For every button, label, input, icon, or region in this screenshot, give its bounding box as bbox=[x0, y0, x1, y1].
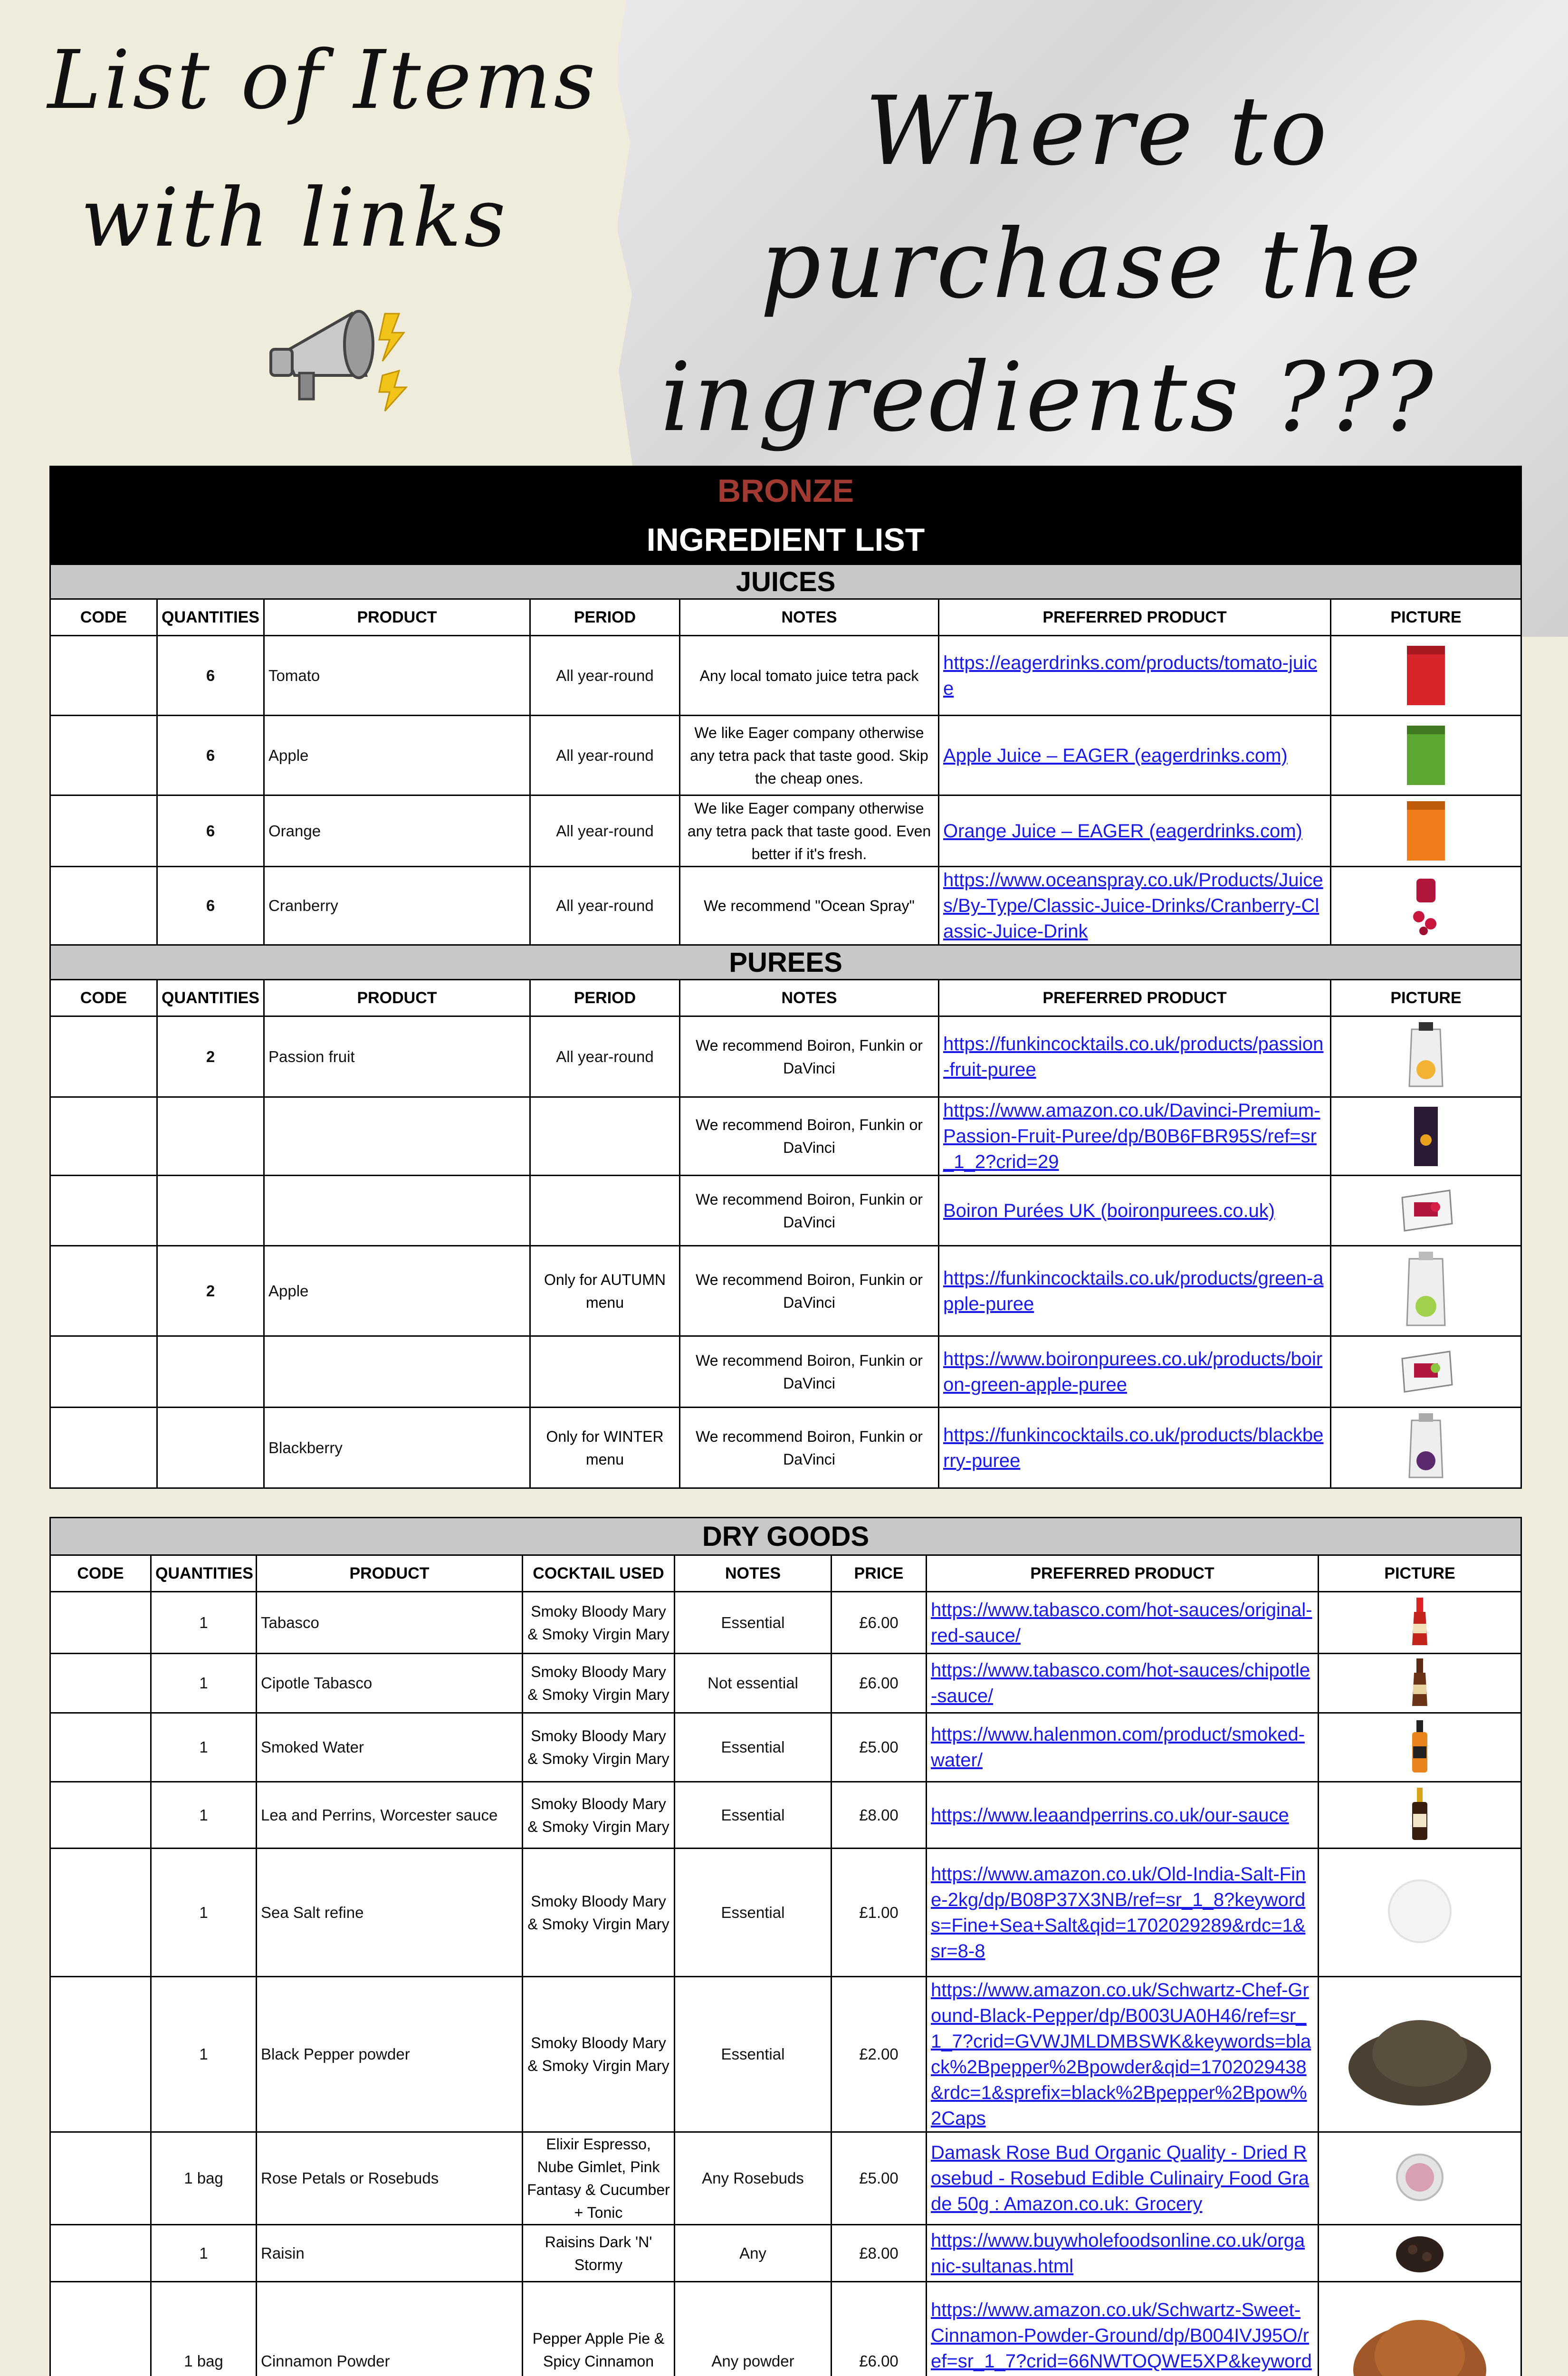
cocktail-cell: Pepper Apple Pie & Spicy Cinnamon bbox=[523, 2282, 675, 2376]
qty-cell: 6 bbox=[157, 636, 264, 716]
col-quantities: QUANTITIES bbox=[157, 980, 264, 1016]
brand-title: BRONZE bbox=[50, 467, 1521, 516]
notes-cell: Essential bbox=[675, 1592, 832, 1654]
period-cell: All year-round bbox=[530, 1016, 680, 1097]
col-code: CODE bbox=[50, 980, 157, 1016]
period-cell bbox=[530, 1336, 680, 1408]
preferred-product-link[interactable]: https://www.boironpurees.co.uk/products/boiron-green-apple-puree bbox=[943, 1348, 1323, 1395]
table-row bbox=[50, 636, 1521, 716]
qty-cell bbox=[157, 1336, 264, 1408]
notes-cell: We recommend Boiron, Funkin or DaVinci bbox=[680, 1408, 939, 1488]
dry-goods-header-row bbox=[50, 1555, 1521, 1592]
funkin-apple-pouch-icon bbox=[1395, 1249, 1457, 1330]
notes-cell: We recommend Boiron, Funkin or DaVinci bbox=[680, 1176, 939, 1246]
juices-header-row bbox=[50, 599, 1521, 636]
period-cell bbox=[530, 1176, 680, 1246]
dry-goods-section-title: DRY GOODS bbox=[50, 1518, 1521, 1555]
qty-cell bbox=[157, 1408, 264, 1488]
preferred-product-link[interactable]: https://www.tabasco.com/hot-sauces/original-red-sauce/ bbox=[931, 1599, 1312, 1646]
preferred-product-link[interactable]: https://funkincocktails.co.uk/products/green-apple-puree bbox=[943, 1267, 1324, 1314]
code-cell bbox=[50, 1654, 151, 1713]
product-cell: Orange bbox=[264, 795, 530, 867]
product-cell: Tabasco bbox=[257, 1592, 523, 1654]
table-row bbox=[50, 1336, 1521, 1408]
qty-cell: 1 bbox=[151, 1654, 257, 1713]
preferred-product-link[interactable]: https://www.amazon.co.uk/Davinci-Premium-Passion-Fruit-Puree/dp/B0B6FBR95S/ref=sr_1_2?crid=29 bbox=[943, 1100, 1320, 1172]
worcester-sauce-bottle-icon bbox=[1405, 1785, 1434, 1842]
preferred-product-link[interactable]: Damask Rose Bud Organic Quality - Dried Rosebud - Rosebud Edible Culinairy Food Grade 50g : Amazon.co.uk: Grocery bbox=[931, 2142, 1309, 2214]
period-cell: Only for AUTUMN menu bbox=[530, 1246, 680, 1336]
col-notes: NOTES bbox=[680, 599, 939, 636]
col-picture: PICTURE bbox=[1319, 1555, 1521, 1592]
funkin-blackberry-pouch-icon bbox=[1400, 1411, 1452, 1482]
col-period: PERIOD bbox=[530, 599, 680, 636]
product-cell: Black Pepper powder bbox=[257, 1977, 523, 2132]
col-cocktail-used: COCKTAIL USED bbox=[523, 1555, 675, 1592]
table-row bbox=[50, 1176, 1521, 1246]
orange-juice-carton-icon bbox=[1400, 796, 1452, 863]
col-notes: NOTES bbox=[675, 1555, 832, 1592]
col-preferred-product: PREFERRED PRODUCT bbox=[927, 1555, 1319, 1592]
product-cell: Lea and Perrins, Worcester sauce bbox=[257, 1782, 523, 1849]
qty-cell: 1 bbox=[151, 1592, 257, 1654]
col-picture: PICTURE bbox=[1331, 599, 1521, 636]
product-cell bbox=[264, 1176, 530, 1246]
preferred-product-link[interactable]: https://eagerdrinks.com/products/tomato-juice bbox=[943, 652, 1318, 699]
notes-cell: We recommend Boiron, Funkin or DaVinci bbox=[680, 1097, 939, 1176]
preferred-product-link[interactable]: https://funkincocktails.co.uk/products/passion-fruit-puree bbox=[943, 1033, 1324, 1080]
preferred-product-link[interactable]: https://www.buywholefoodsonline.co.uk/organic-sultanas.html bbox=[931, 2230, 1305, 2277]
price-cell: £8.00 bbox=[832, 2225, 927, 2282]
product-cell: Cranberry bbox=[264, 867, 530, 945]
cocktail-cell: Smoky Bloody Mary & Smoky Virgin Mary bbox=[523, 1849, 675, 1977]
col-product: PRODUCT bbox=[264, 980, 530, 1016]
code-cell bbox=[50, 636, 157, 716]
title-right-line1: Where to bbox=[865, 76, 1330, 187]
qty-cell: 1 bag bbox=[151, 2282, 257, 2376]
col-price: PRICE bbox=[832, 1555, 927, 1592]
code-cell bbox=[50, 1977, 151, 2132]
purees-header-row bbox=[50, 980, 1521, 1016]
col-notes: NOTES bbox=[680, 980, 939, 1016]
code-cell bbox=[50, 2132, 151, 2225]
period-cell: All year-round bbox=[530, 795, 680, 867]
price-cell: £6.00 bbox=[832, 1654, 927, 1713]
col-quantities: QUANTITIES bbox=[157, 599, 264, 636]
col-preferred-product: PREFERRED PRODUCT bbox=[939, 980, 1331, 1016]
preferred-product-link[interactable]: https://funkincocktails.co.uk/products/blackberry-puree bbox=[943, 1424, 1324, 1471]
price-cell: £6.00 bbox=[832, 2282, 927, 2376]
code-cell bbox=[50, 1592, 151, 1654]
preferred-product-link[interactable]: Apple Juice – EAGER (eagerdrinks.com) bbox=[943, 745, 1288, 766]
notes-cell: We recommend Boiron, Funkin or DaVinci bbox=[680, 1246, 939, 1336]
megaphone-icon bbox=[257, 295, 428, 418]
code-cell bbox=[50, 1336, 157, 1408]
code-cell bbox=[50, 1782, 151, 1849]
col-quantities: QUANTITIES bbox=[151, 1555, 257, 1592]
table-row bbox=[50, 1246, 1521, 1336]
notes-cell: We recommend "Ocean Spray" bbox=[680, 867, 939, 945]
juices-section-title: JUICES bbox=[50, 565, 1521, 599]
preferred-product-link[interactable]: https://www.oceanspray.co.uk/Products/Juices/By-Type/Classic-Juice-Drinks/Cranberry-Classic-Juice-Drink bbox=[943, 870, 1323, 942]
qty-cell: 6 bbox=[157, 867, 264, 945]
product-cell: Tomato bbox=[264, 636, 530, 716]
notes-cell: Any Rosebuds bbox=[675, 2132, 832, 2225]
notes-cell: We recommend Boiron, Funkin or DaVinci bbox=[680, 1336, 939, 1408]
apple-juice-carton-icon bbox=[1400, 721, 1452, 787]
qty-cell: 6 bbox=[157, 716, 264, 795]
product-cell: Blackberry bbox=[264, 1408, 530, 1488]
notes-cell: Any bbox=[675, 2225, 832, 2282]
qty-cell: 1 bbox=[151, 2225, 257, 2282]
preferred-product-link[interactable]: https://www.tabasco.com/hot-sauces/chipotle-sauce/ bbox=[931, 1660, 1310, 1706]
notes-cell: We like Eager company otherwise any tetra pack that taste good. Skip the cheap ones. bbox=[680, 716, 939, 795]
code-cell bbox=[50, 1246, 157, 1336]
table-row bbox=[50, 1654, 1521, 1713]
notes-cell: Essential bbox=[675, 1713, 832, 1782]
preferred-product-link[interactable]: https://www.amazon.co.uk/Schwartz-Chef-Ground-Black-Pepper/dp/B003UA0H46/ref=sr_1_7?crid=GVWJMLDMBSWK&keywords=black%2Bpepper%2Bpowder&qid=1702029438&rdc=1&sprefix=black%2Bpepper%2Bpow%2Caps bbox=[931, 1980, 1311, 2129]
product-cell: Sea Salt refine bbox=[257, 1849, 523, 1977]
col-product: PRODUCT bbox=[264, 599, 530, 636]
smoked-water-bottle-icon bbox=[1405, 1718, 1434, 1775]
preferred-product-link[interactable]: Boiron Purées UK (boironpurees.co.uk) bbox=[943, 1200, 1275, 1221]
tabasco-bottle-icon bbox=[1405, 1595, 1434, 1648]
code-cell bbox=[50, 1097, 157, 1176]
code-cell bbox=[50, 1408, 157, 1488]
notes-cell: We recommend Boiron, Funkin or DaVinci bbox=[680, 1016, 939, 1097]
product-cell: Apple bbox=[264, 1246, 530, 1336]
preferred-product-link[interactable]: https://www.amazon.co.uk/Old-India-Salt-Fine-2kg/dp/B08P37X3NB/ref=sr_1_8?keywords=Fine+Sea+Salt&qid=1702029289&rdc=1&sr=8-8 bbox=[931, 1863, 1306, 1962]
col-product: PRODUCT bbox=[257, 1555, 523, 1592]
product-cell bbox=[264, 1097, 530, 1176]
cocktail-cell: Elixir Espresso, Nube Gimlet, Pink Fantasy & Cucumber + Tonic bbox=[523, 2132, 675, 2225]
code-cell bbox=[50, 1016, 157, 1097]
product-cell: Raisin bbox=[257, 2225, 523, 2282]
code-cell bbox=[50, 716, 157, 795]
sea-salt-icon bbox=[1382, 1873, 1458, 1949]
cocktail-cell: Smoky Bloody Mary & Smoky Virgin Mary bbox=[523, 1977, 675, 2132]
rosebud-jar-icon bbox=[1391, 2149, 1448, 2206]
qty-cell: 1 bbox=[151, 1849, 257, 1977]
table-row bbox=[50, 1782, 1521, 1849]
table-row bbox=[50, 2225, 1521, 2282]
title-left-line1: List of Items bbox=[48, 33, 598, 127]
table-row bbox=[50, 1592, 1521, 1654]
price-cell: £6.00 bbox=[832, 1592, 927, 1654]
code-cell bbox=[50, 2282, 151, 2376]
qty-cell: 1 bbox=[151, 1782, 257, 1849]
davinci-bottle-icon bbox=[1405, 1102, 1447, 1169]
dry-goods-table bbox=[49, 1517, 1522, 2376]
period-cell: All year-round bbox=[530, 867, 680, 945]
table-row bbox=[50, 1097, 1521, 1176]
code-cell bbox=[50, 1176, 157, 1246]
table-row bbox=[50, 1977, 1521, 2132]
raisin-icon bbox=[1391, 2228, 1448, 2276]
notes-cell: Not essential bbox=[675, 1654, 832, 1713]
product-cell: Passion fruit bbox=[264, 1016, 530, 1097]
preferred-product-link[interactable]: https://www.amazon.co.uk/Schwartz-Sweet-Cinnamon-Powder-Ground/dp/B004IVJ95O/ref=sr_1_7?crid=66NWTOQWE5XP&keyword bbox=[931, 2299, 1312, 2372]
preferred-product-link[interactable]: https://www.leaandperrins.co.uk/our-sauce bbox=[931, 1804, 1289, 1826]
product-cell: Rose Petals or Rosebuds bbox=[257, 2132, 523, 2225]
cocktail-cell: Raisins Dark 'N' Stormy bbox=[523, 2225, 675, 2282]
code-cell bbox=[50, 795, 157, 867]
purees-section-title: PUREES bbox=[50, 945, 1521, 980]
product-cell: Cipotle Tabasco bbox=[257, 1654, 523, 1713]
price-cell: £1.00 bbox=[832, 1849, 927, 1977]
table-row bbox=[50, 1849, 1521, 1977]
price-cell: £5.00 bbox=[832, 1713, 927, 1782]
product-cell: Smoked Water bbox=[257, 1713, 523, 1782]
preferred-product-link[interactable]: https://www.halenmon.com/product/smoked-water/ bbox=[931, 1724, 1305, 1771]
cocktail-cell: Smoky Bloody Mary & Smoky Virgin Mary bbox=[523, 1592, 675, 1654]
notes-cell: Essential bbox=[675, 1782, 832, 1849]
boiron-tub-icon bbox=[1395, 1178, 1457, 1240]
table-row bbox=[50, 1713, 1521, 1782]
product-cell: Cinnamon Powder bbox=[257, 2282, 523, 2376]
code-cell bbox=[50, 1713, 151, 1782]
cocktail-cell: Smoky Bloody Mary & Smoky Virgin Mary bbox=[523, 1782, 675, 1849]
notes-cell: We like Eager company otherwise any tetra pack that taste good. Even better if it's fresh. bbox=[680, 795, 939, 867]
preferred-product-link[interactable]: Orange Juice – EAGER (eagerdrinks.com) bbox=[943, 820, 1302, 842]
cocktail-cell: Smoky Bloody Mary & Smoky Virgin Mary bbox=[523, 1713, 675, 1782]
qty-cell: 2 bbox=[157, 1246, 264, 1336]
code-cell bbox=[50, 867, 157, 945]
price-cell: £8.00 bbox=[832, 1782, 927, 1849]
col-period: PERIOD bbox=[530, 980, 680, 1016]
price-cell: £5.00 bbox=[832, 2132, 927, 2225]
qty-cell bbox=[157, 1176, 264, 1246]
qty-cell: 2 bbox=[157, 1016, 264, 1097]
table-row bbox=[50, 2282, 1521, 2376]
qty-cell: 1 bag bbox=[151, 2132, 257, 2225]
cocktail-cell: Smoky Bloody Mary & Smoky Virgin Mary bbox=[523, 1654, 675, 1713]
product-cell bbox=[264, 1336, 530, 1408]
table-row bbox=[50, 716, 1521, 795]
col-picture: PICTURE bbox=[1331, 980, 1521, 1016]
title-right-line3: ingredients ??? bbox=[660, 342, 1436, 453]
chipotle-bottle-icon bbox=[1405, 1656, 1434, 1708]
notes-cell: Essential bbox=[675, 1977, 832, 2132]
black-pepper-icon bbox=[1341, 1996, 1498, 2110]
title-left-line2: with links bbox=[81, 171, 509, 265]
qty-cell bbox=[157, 1097, 264, 1176]
tomato-juice-carton-icon bbox=[1400, 641, 1452, 708]
col-code: CODE bbox=[50, 599, 157, 636]
product-cell: Apple bbox=[264, 716, 530, 795]
code-cell bbox=[50, 1849, 151, 1977]
table-row bbox=[50, 1408, 1521, 1488]
ingredient-list-table bbox=[49, 466, 1522, 1489]
cinnamon-powder-icon bbox=[1344, 2299, 1496, 2376]
qty-cell: 1 bbox=[151, 1977, 257, 2132]
notes-cell: Any local tomato juice tetra pack bbox=[680, 636, 939, 716]
table-row bbox=[50, 867, 1521, 945]
funkin-pouch-icon bbox=[1400, 1020, 1452, 1091]
notes-cell: Essential bbox=[675, 1849, 832, 1977]
qty-cell: 6 bbox=[157, 795, 264, 867]
cranberry-juice-bottle-icon bbox=[1402, 872, 1450, 938]
notes-cell: Any powder bbox=[675, 2282, 832, 2376]
table-row bbox=[50, 1016, 1521, 1097]
period-cell bbox=[530, 1097, 680, 1176]
qty-cell: 1 bbox=[151, 1713, 257, 1782]
period-cell: All year-round bbox=[530, 636, 680, 716]
title-right-line2: purchase the bbox=[760, 209, 1424, 320]
table-row bbox=[50, 795, 1521, 867]
period-cell: All year-round bbox=[530, 716, 680, 795]
col-code: CODE bbox=[50, 1555, 151, 1592]
period-cell: Only for WINTER menu bbox=[530, 1408, 680, 1488]
code-cell bbox=[50, 2225, 151, 2282]
col-preferred-product: PREFERRED PRODUCT bbox=[939, 599, 1331, 636]
table-row bbox=[50, 2132, 1521, 2225]
boiron-apple-tub-icon bbox=[1395, 1340, 1457, 1401]
ingredient-list-title: INGREDIENT LIST bbox=[50, 516, 1521, 565]
price-cell: £2.00 bbox=[832, 1977, 927, 2132]
